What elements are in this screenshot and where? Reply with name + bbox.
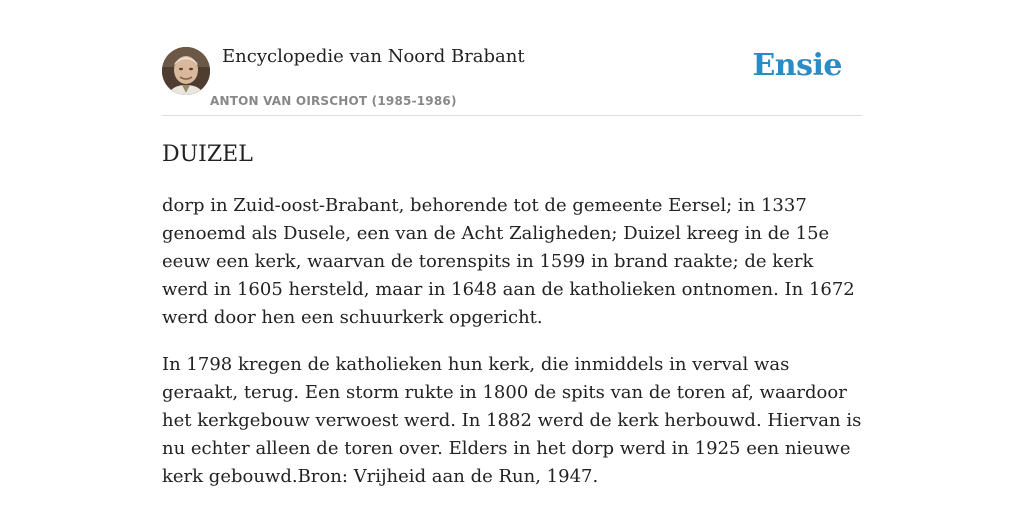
header [162,0,862,116]
site-title-link[interactable]: Encyclopedie van Noord Brabant [222,46,525,67]
article-paragraph: dorp in Zuid-oost-Brabant, behorende tot de gemeente Eersel; in 1337 genoemd als Dusele, een van de Acht Zaligheden; Duizel kreeg in de 15e eeuw een kerk, waarvan de torenspits in 1599 in brand raakte; de kerk werd in 1605 hersteld, maar in 1648 aan de katholieken ontnomen. In 1672 werd door hen een schuurkerk opgericht. [162,195,855,328]
ensie-logo[interactable]: Ensie [752,48,842,83]
header-divider [162,115,862,116]
author-avatar[interactable] [162,47,210,95]
article [162,140,862,491]
author-portrait-icon [162,47,210,95]
article-paragraph: In 1798 kregen de katholieken hun kerk, die inmiddels in verval was geraakt, terug. Een storm rukte in 1800 de spits van de toren af, waardoor het kerkgebouw verwoest werd. In 1882 werd de kerk herbouwd. Hiervan is nu echter alleen de toren over. Elders in het dorp werd in 1925 een nieuwe kerk gebouwd.Bron: Vrijheid aan de Run, 1947. [162,354,862,487]
author-name[interactable]: ANTON VAN OIRSCHOT (1985-1986) [210,94,457,108]
entry-title: DUIZEL [162,142,253,167]
